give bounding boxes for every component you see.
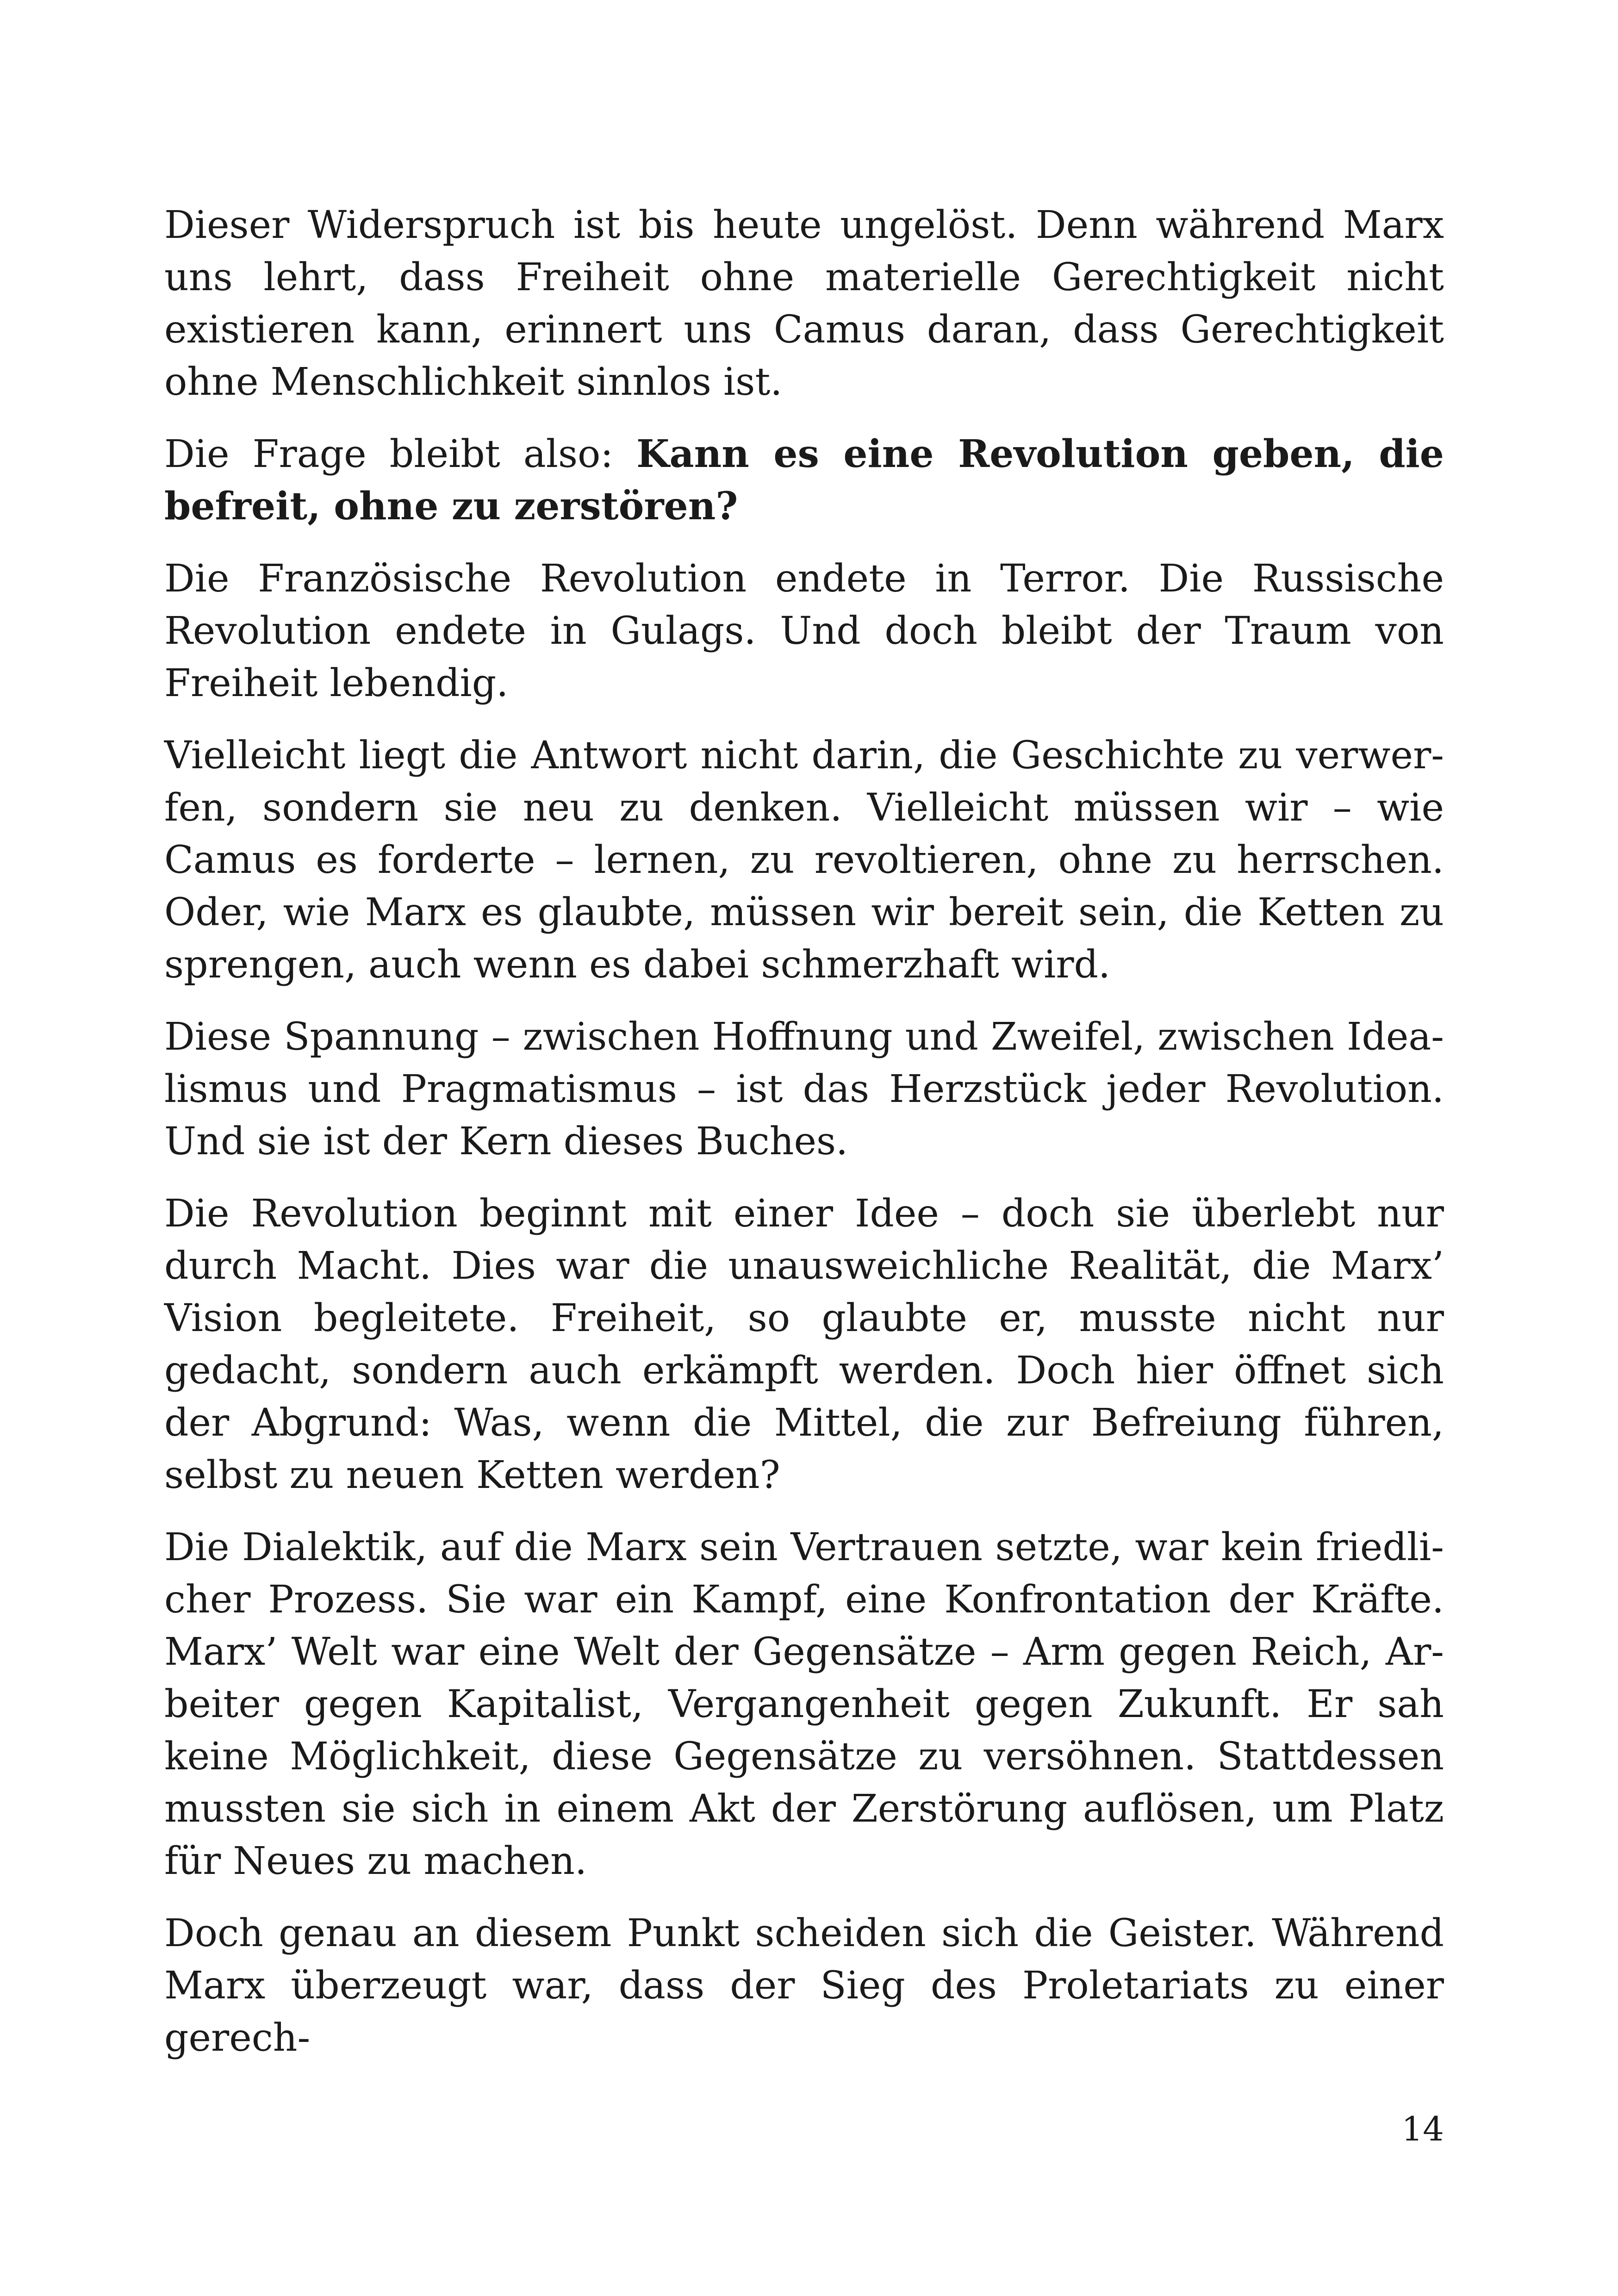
paragraph-5: Diese Spannung – zwischen Hoffnung und Zweifel, zwischen Idealismus und Pragmatismus – ist das Herzstück jeder Revolution. Und sie ist der Kern dieses Buches. (164, 1015, 1444, 1164)
paragraph-2-lead: Die Frage bleibt also: (164, 432, 637, 476)
paragraph-8: Doch genau an diesem Punkt scheiden sich die Geister. Während Marx überzeugt war, dass der Sieg des Proletariats zu einer gerech- (164, 1911, 1444, 2060)
paragraph-2 (164, 428, 1444, 533)
paragraph-4: Vielleicht liegt die Antwort nicht darin, die Geschichte zu verwerfen, sondern sie neu zu denken. Vielleicht müssen wir – wie Camus es forderte – lernen, zu revoltieren, ohne zu herrschen. Oder, wie Marx es glaubte, müssen wir bereit sein, die Ketten zu sprengen, auch wenn es dabei schmerzhaft wird. (164, 734, 1444, 987)
body-text (164, 199, 1444, 2084)
paragraph-3: Die Französische Revolution endete in Terror. Die Russische Revolution endete in Gulags. Und doch bleibt der Traum von Freiheit lebendig. (164, 557, 1444, 705)
page-number: 14 (1401, 2109, 1444, 2148)
paragraph-7: Die Dialektik, auf die Marx sein Vertrauen setzte, war kein friedlicher Prozess. Sie war ein Kampf, eine Konfrontation der Kräfte. Marx’ Welt war eine Welt der Gegensätze – Arm gegen Reich, Arbeiter gegen Kapitalist, Vergangenheit gegen Zukunft. Er sah keine Möglichkeit, diese Gegensätze zu versöhnen. Stattdessen mussten sie sich in einem Akt der Zerstörung auflösen, um Platz für Neues zu machen. (164, 1525, 1444, 1883)
paragraph-6: Die Revolution beginnt mit einer Idee – doch sie überlebt nur durch Macht. Dies war die unausweichliche Realität, die Marx’ Vision begleitete. Freiheit, so glaubte er, musste nicht nur gedacht, sondern auch erkämpft werden. Doch hier öffnet sich der Abgrund: Was, wenn die Mittel, die zur Befreiung führen, selbst zu neuen Ketten werden? (164, 1192, 1444, 1497)
paragraph-1: Dieser Widerspruch ist bis heute ungelöst. Denn während Marx uns lehrt, dass Freiheit ohne materielle Gerechtigkeit nicht existieren kann, erinnert uns Camus daran, dass Gerechtigkeit ohne Menschlichkeit sinnlos ist. (164, 203, 1444, 404)
paragraph-2-question: Kann es eine Revolution geben, die befreit, ohne zu zerstören? (164, 432, 1444, 529)
